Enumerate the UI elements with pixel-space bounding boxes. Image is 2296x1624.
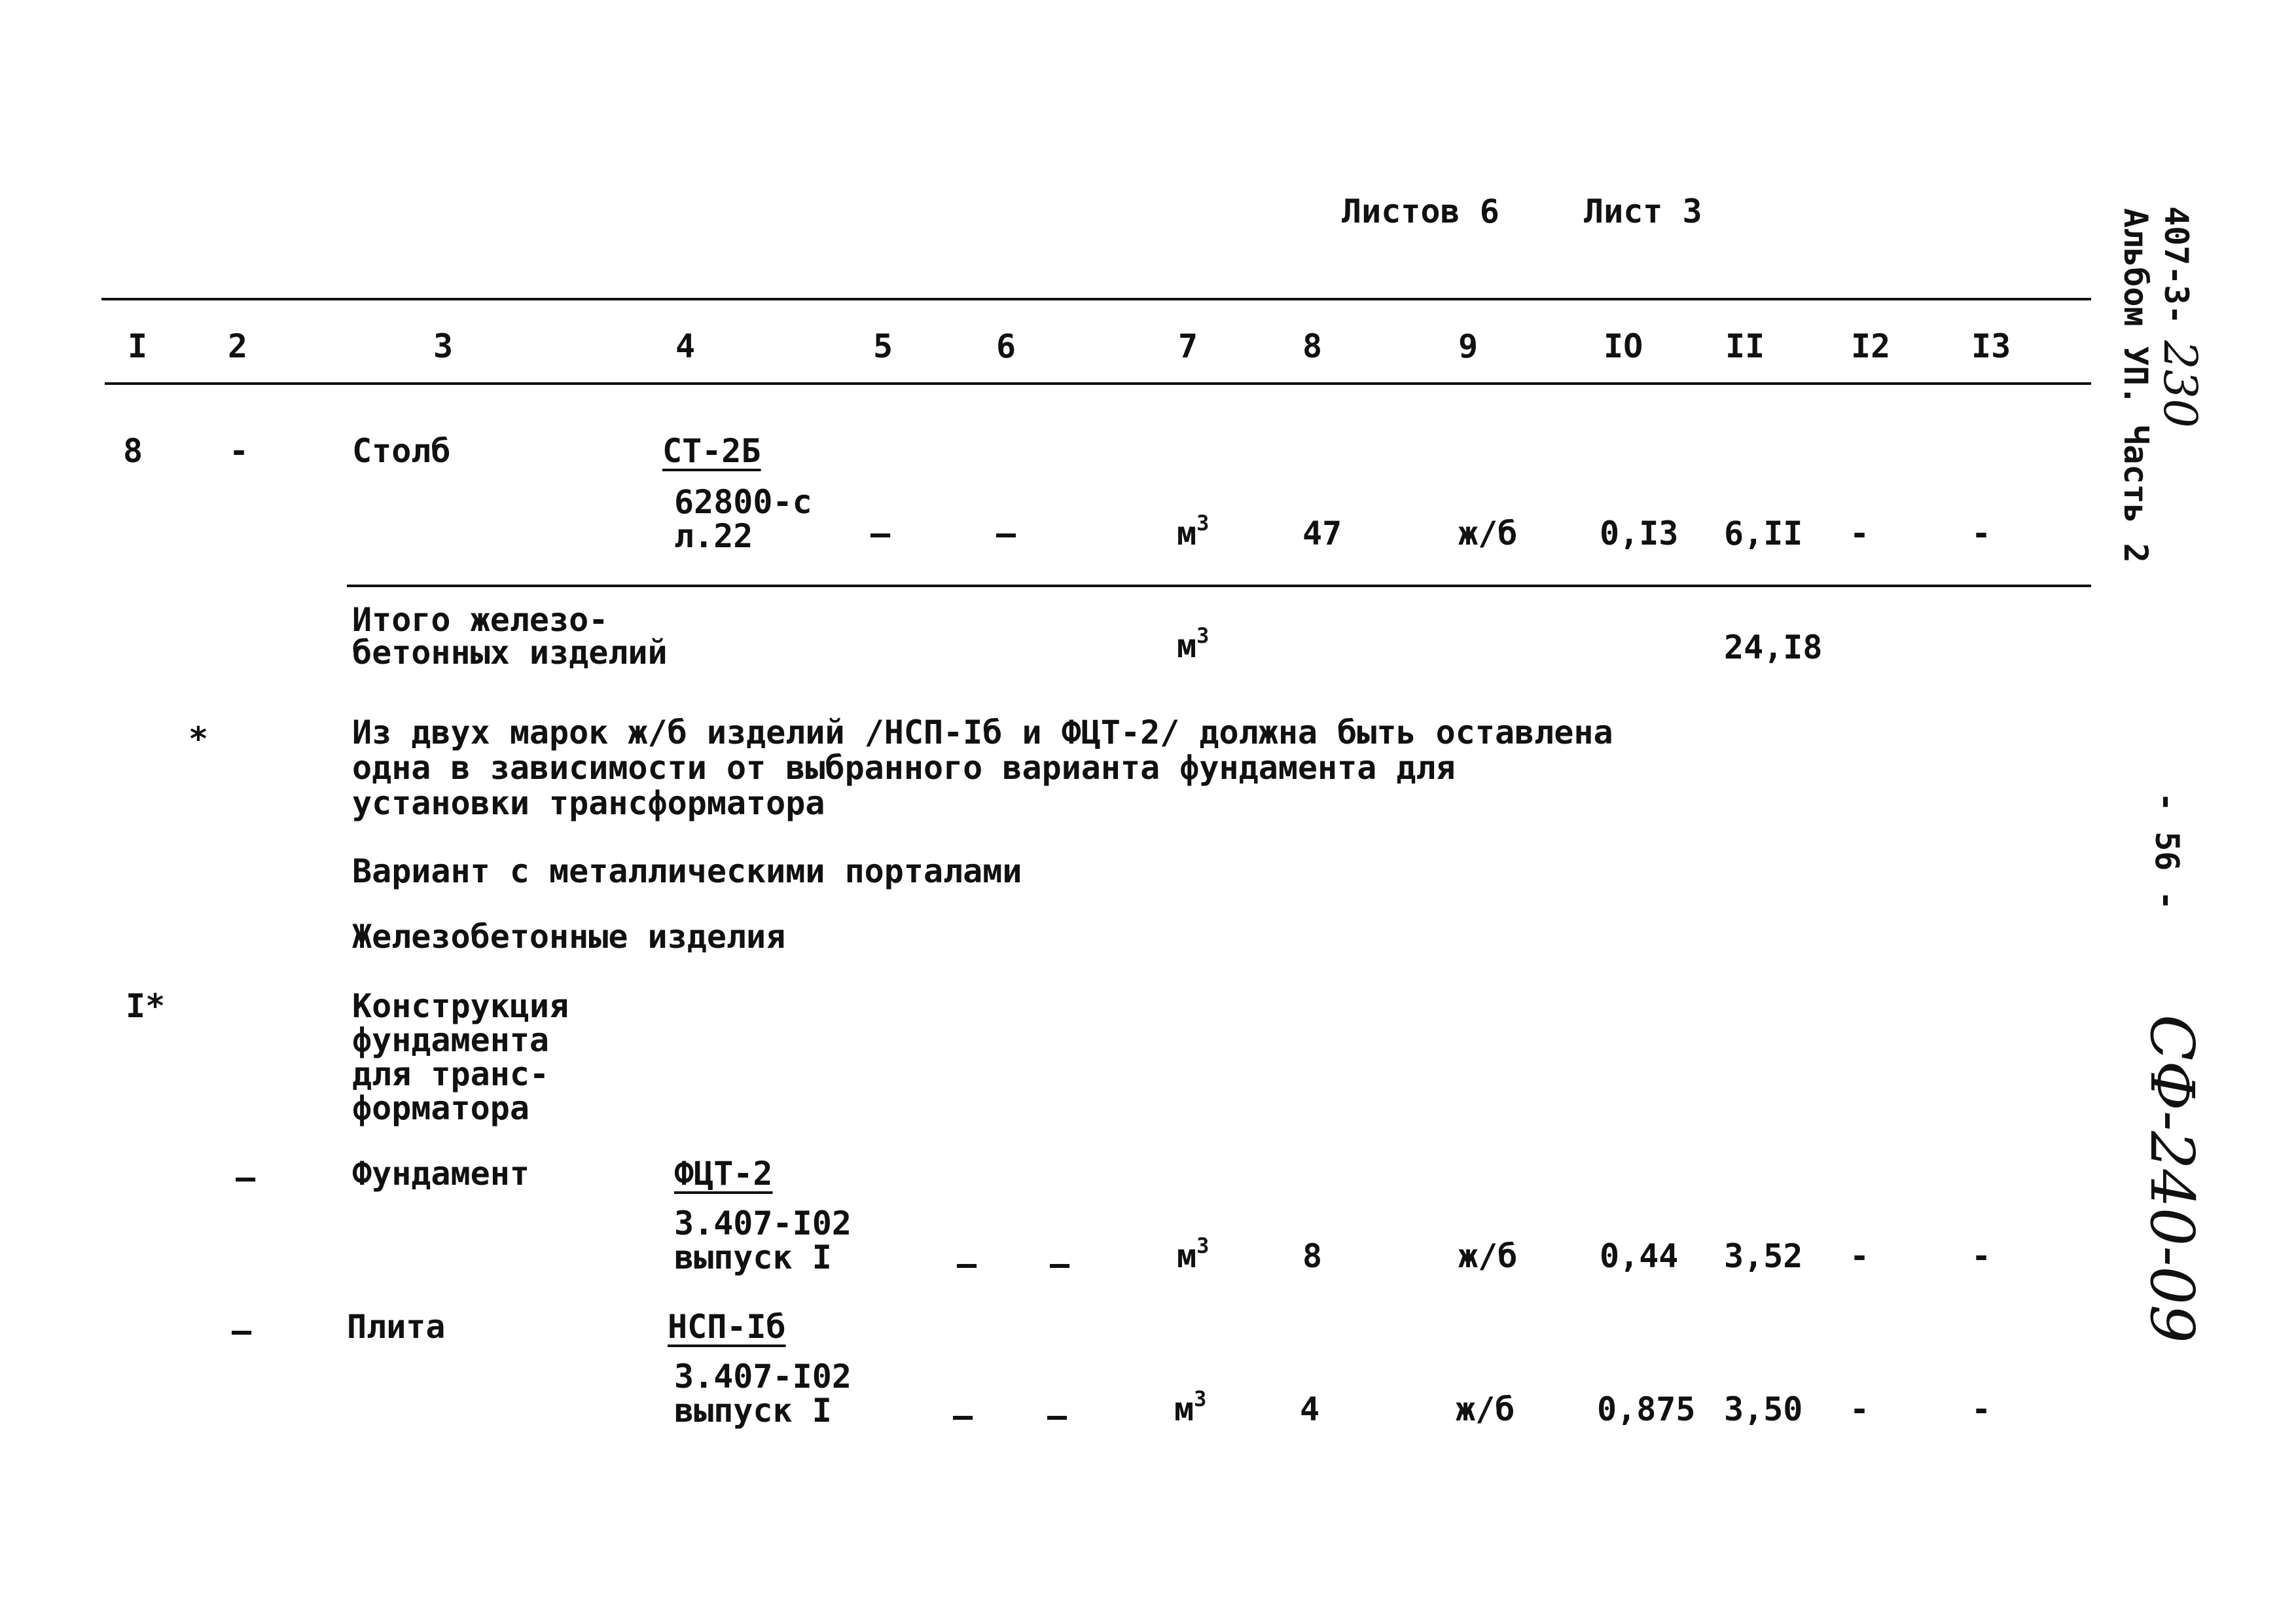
- sheets-total: Листов 6: [1342, 192, 1499, 230]
- row1-total: 6,II: [1724, 514, 1803, 552]
- note-line-1: Из двух марок ж/б изделий /НСП-Iб и ФЦТ-2/ должна быть оставлена: [352, 713, 1613, 751]
- album-code-prefix: 407-3-: [2157, 206, 2195, 325]
- row4-ref2: выпуск I: [674, 1392, 832, 1430]
- col-header-6: 6: [996, 327, 1016, 365]
- subtotal-total: 24,I8: [1724, 628, 1823, 666]
- note-line-2: одна в зависимости от выбранного варианта фундамента для: [352, 749, 1456, 787]
- row1-ref1: 62800-с: [674, 483, 812, 521]
- row4-total: 3,50: [1724, 1390, 1803, 1428]
- row3-total: 3,52: [1724, 1237, 1803, 1275]
- note-line-3: установки трансформатора: [352, 784, 825, 822]
- page-number: - 56 -: [2148, 792, 2186, 911]
- row3-ref2: выпуск I: [674, 1238, 832, 1276]
- row4-unit: $м^3$: [1174, 1386, 1207, 1428]
- row1-material: ж/б: [1458, 514, 1518, 552]
- row3-ref1: 3.407-I02: [674, 1204, 852, 1242]
- row3-dash: —: [236, 1159, 256, 1197]
- table-top-rule: [101, 298, 2091, 300]
- col-header-1: I: [128, 327, 148, 365]
- row4-c6: —: [1047, 1397, 1067, 1435]
- row1-ref2: л.22: [674, 517, 753, 555]
- header-bottom-rule: [105, 382, 2091, 385]
- note-star: *: [188, 720, 209, 758]
- row3-c6: —: [1050, 1245, 1070, 1283]
- subtotal-unit: $м^3$: [1177, 623, 1210, 665]
- row1-qty: 47: [1302, 514, 1342, 552]
- col-header-13: I3: [1971, 327, 2011, 365]
- subtotal-rule: [347, 585, 2091, 587]
- row1-c12: -: [1850, 514, 1870, 552]
- col-header-9: 9: [1458, 327, 1479, 365]
- subtotal-label-2: бетонных изделий: [352, 634, 668, 672]
- row2-num: I*: [126, 987, 166, 1025]
- col-header-11: II: [1725, 327, 1765, 365]
- row4-name: Плита: [347, 1308, 446, 1346]
- row4-ref1: 3.407-I02: [674, 1358, 852, 1396]
- album-code-handwritten: 230: [2153, 340, 2207, 428]
- row1-c5: —: [870, 514, 891, 552]
- row2-line-3: для транс-: [352, 1055, 550, 1093]
- row2-line-1: Конструкция: [352, 987, 569, 1025]
- section-heading: Железобетонные изделия: [352, 918, 786, 956]
- row3-c13: -: [1971, 1237, 1992, 1275]
- album-part-label: Альбом УП. Часть 2: [2117, 208, 2155, 563]
- row3-material: ж/б: [1458, 1237, 1518, 1275]
- row4-qty: 4: [1300, 1390, 1320, 1428]
- subtotal-label-1: Итого железо-: [352, 601, 609, 639]
- col-header-12: I2: [1851, 327, 1891, 365]
- row4-c5: —: [953, 1397, 973, 1435]
- row3-qty: 8: [1302, 1237, 1323, 1275]
- row3-mark: ФЦТ-2: [674, 1155, 773, 1193]
- row1-name: Столб: [352, 432, 451, 470]
- row3-unit: $м^3$: [1177, 1233, 1210, 1275]
- row1-dash: -: [229, 432, 249, 470]
- col-header-8: 8: [1302, 327, 1323, 365]
- row3-c5: —: [957, 1245, 977, 1283]
- row1-c13: -: [1971, 514, 1992, 552]
- row3-name: Фундамент: [352, 1155, 529, 1193]
- handwritten-code: СФ-240-09: [2137, 1015, 2207, 1343]
- row3-unit-volume: 0,44: [1600, 1237, 1679, 1275]
- row4-material: ж/б: [1456, 1390, 1515, 1428]
- row2-line-2: фундамента: [352, 1021, 550, 1059]
- row1-num: 8: [123, 432, 143, 470]
- col-header-3: 3: [433, 327, 454, 365]
- col-header-2: 2: [228, 327, 248, 365]
- col-header-4: 4: [675, 327, 696, 365]
- row1-mark: СТ-2Б: [662, 432, 761, 470]
- row4-c13: -: [1971, 1390, 1992, 1428]
- row1-c6: —: [996, 514, 1016, 552]
- col-header-10: IO: [1604, 327, 1643, 365]
- row4-unit-volume: 0,875: [1597, 1390, 1696, 1428]
- row3-c12: -: [1850, 1237, 1870, 1275]
- row4-dash: —: [232, 1312, 252, 1350]
- row4-mark: НСП-Iб: [668, 1308, 786, 1346]
- row4-c12: -: [1850, 1390, 1870, 1428]
- row2-line-4: форматора: [352, 1089, 529, 1127]
- variant-heading: Вариант с металлическими порталами: [352, 852, 1022, 890]
- sheet-number: Лист 3: [1584, 192, 1702, 230]
- row1-unit-volume: 0,I3: [1600, 514, 1679, 552]
- row1-unit: $м^3$: [1177, 511, 1210, 552]
- col-header-7: 7: [1178, 327, 1198, 365]
- col-header-5: 5: [873, 327, 893, 365]
